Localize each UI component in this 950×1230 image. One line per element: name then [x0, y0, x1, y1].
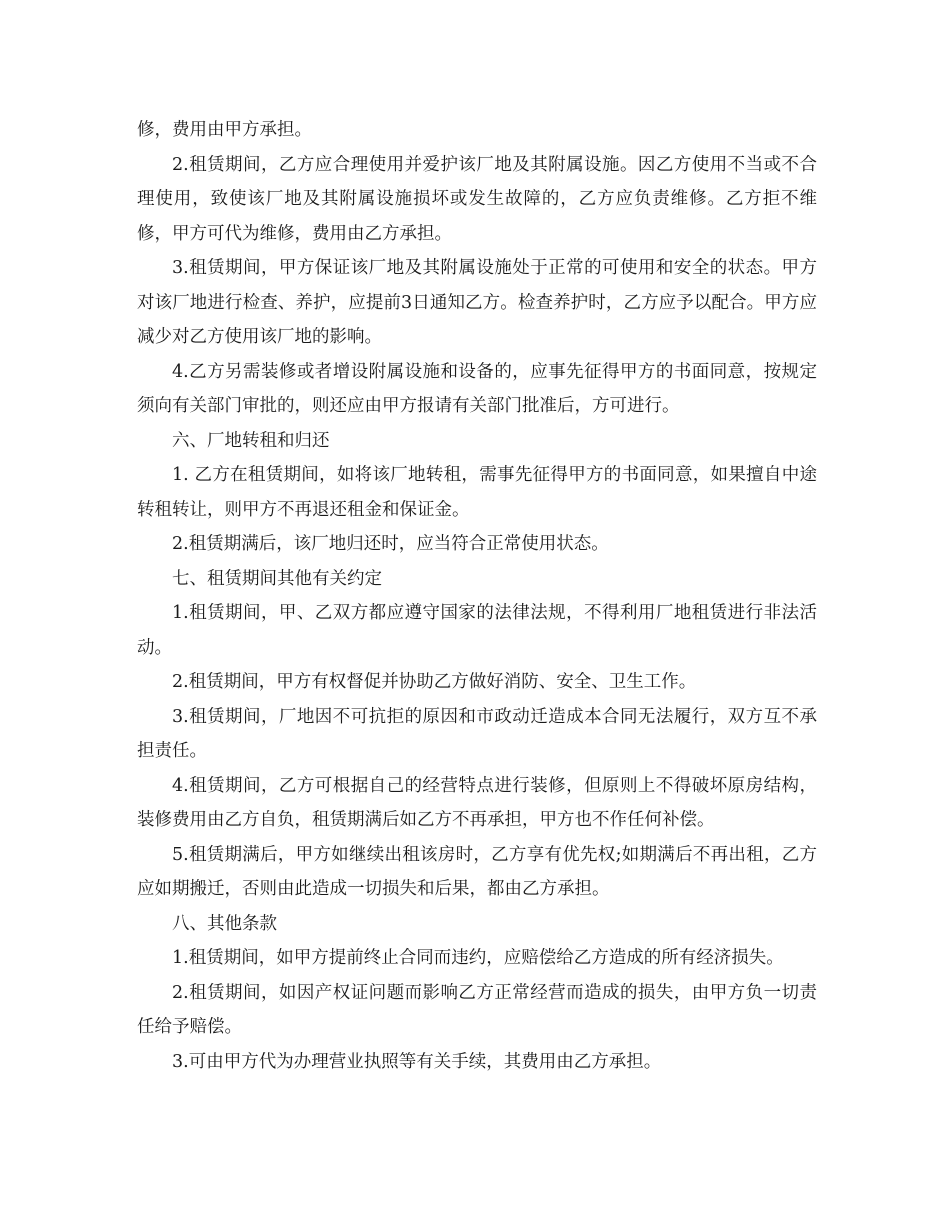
- paragraph-continuation: 修，费用由甲方承担。: [137, 120, 312, 140]
- clause-item: 4.租赁期间，乙方可根据自己的经营特点进行装修，但原则上不得破坏原房结构，装修费用由乙方自负，租赁期满后如乙方不再承担，甲方也不作任何补偿。: [137, 775, 817, 830]
- section-heading: 八、其他条款: [172, 913, 277, 934]
- clause-item: 3.租赁期间，甲方保证该厂地及其附属设施处于正常的可使用和安全的状态。甲方对该厂地进行检查、养护，应提前3日通知乙方。检查养护时，乙方应予以配合。甲方应减少对乙方使用该厂地的影响。: [137, 258, 817, 347]
- clause-item: 1.租赁期间，如甲方提前终止合同而违约，应赔偿给乙方造成的所有经济损失。: [172, 948, 784, 968]
- clause-item: 1.租赁期间，甲、乙双方都应遵守国家的法律法规，不得利用厂地租赁进行非法活动。: [137, 603, 817, 658]
- clause-item: 3.可由甲方代为办理营业执照等有关手续，其费用由乙方承担。: [172, 1051, 662, 1072]
- section-heading: 六、厂地转租和归还: [172, 430, 330, 451]
- clause-item: 5.租赁期满后，甲方如继续出租该房时，乙方享有优先权;如期满后不再出租，乙方应如期搬迁，否则由此造成一切损失和后果，都由乙方承担。: [137, 844, 817, 899]
- clause-item: 1. 乙方在租赁期间，如将该厂地转租，需事先征得甲方的书面同意，如果擅自中途转租转让，则甲方不再退还租金和保证金。: [137, 465, 817, 520]
- document-body: [137, 113, 817, 1079]
- clause-item: 2.租赁期满后，该厂地归还时，应当符合正常使用状态。: [172, 534, 609, 554]
- clause-item: 2.租赁期间，如因产权证问题而影响乙方正常经营而造成的损失，由甲方负一切责任给予赔偿。: [137, 982, 817, 1037]
- clause-item: 2.租赁期间，乙方应合理使用并爱护该厂地及其附属设施。因乙方使用不当或不合理使用，致使该厂地及其附属设施损坏或发生故障的，乙方应负责维修。乙方拒不维修，甲方可代为维修，费用由乙方承担。: [137, 154, 817, 244]
- clause-item: 4.乙方另需装修或者增设附属设施和设备的，应事先征得甲方的书面同意，按规定须向有关部门审批的，则还应由甲方报请有关部门批准后，方可进行。: [137, 361, 817, 416]
- clause-item: 3.租赁期间，厂地因不可抗拒的原因和市政动迁造成本合同无法履行，双方互不承担责任。: [137, 706, 817, 761]
- section-heading: 七、租赁期间其他有关约定: [172, 568, 382, 589]
- clause-item: 2.租赁期间，甲方有权督促并协助乙方做好消防、安全、卫生工作。: [172, 672, 697, 692]
